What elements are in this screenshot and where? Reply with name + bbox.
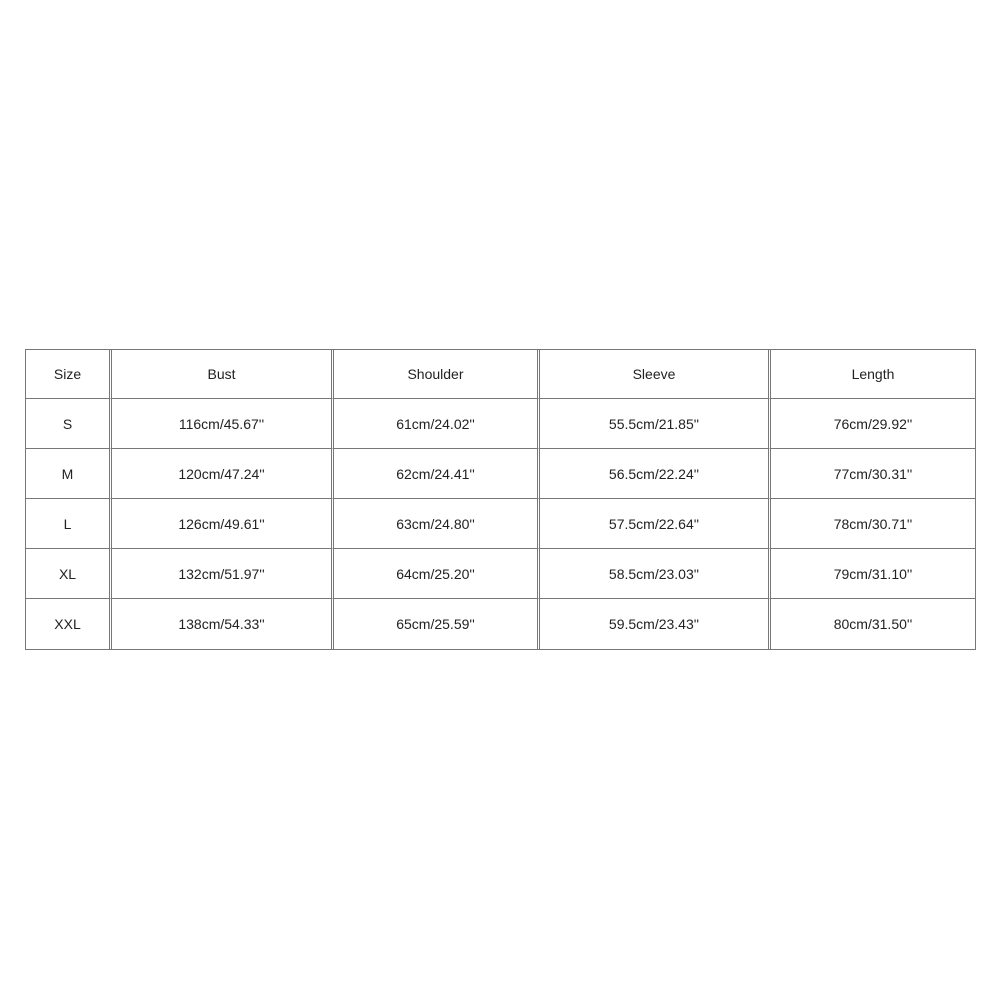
cell-size: S: [26, 399, 112, 449]
cell-size: XXL: [26, 599, 112, 649]
table-row: [26, 449, 975, 499]
cell-sleeve: 58.5cm/23.03'': [540, 549, 771, 599]
cell-bust: 120cm/47.24'': [112, 449, 334, 499]
cell-sleeve: 55.5cm/21.85'': [540, 399, 771, 449]
cell-shoulder: 61cm/24.02'': [334, 399, 540, 449]
cell-length: 80cm/31.50'': [833, 616, 913, 632]
cell-length: 79cm/31.10'': [771, 549, 975, 599]
cell-bust: 138cm/54.33'': [112, 599, 334, 649]
cell-length: 78cm/30.71'': [771, 499, 975, 549]
table-header-row: [26, 350, 975, 399]
cell-sleeve: 57.5cm/22.64'': [540, 499, 771, 549]
table-row: [26, 599, 975, 649]
cell-bust: 132cm/51.97'': [112, 549, 334, 599]
header-sleeve: Sleeve: [540, 350, 771, 399]
table-row: [26, 499, 975, 549]
cell-shoulder: 63cm/24.80'': [334, 499, 540, 549]
cell-bust: 126cm/49.61'': [112, 499, 334, 549]
cell-sleeve: 56.5cm/22.24'': [540, 449, 771, 499]
cell-shoulder: 62cm/24.41'': [334, 449, 540, 499]
cell-shoulder: 64cm/25.20'': [334, 549, 540, 599]
cell-size: XL: [26, 549, 112, 599]
header-shoulder: Shoulder: [334, 350, 540, 399]
cell-size: M: [26, 449, 112, 499]
cell-bust: 116cm/45.67'': [112, 399, 334, 449]
header-size: Size: [26, 350, 112, 399]
cell-length: 77cm/30.31'': [771, 449, 975, 499]
table-row: [26, 549, 975, 599]
cell-sleeve: 59.5cm/23.43'': [540, 599, 771, 649]
cell-size: L: [26, 499, 112, 549]
header-bust: Bust: [112, 350, 334, 399]
size-chart-table: [25, 349, 976, 650]
table-row: [26, 399, 975, 449]
cell-length: 76cm/29.92'': [771, 399, 975, 449]
cell-shoulder: 65cm/25.59'': [334, 599, 540, 649]
header-length: Length: [771, 350, 975, 399]
